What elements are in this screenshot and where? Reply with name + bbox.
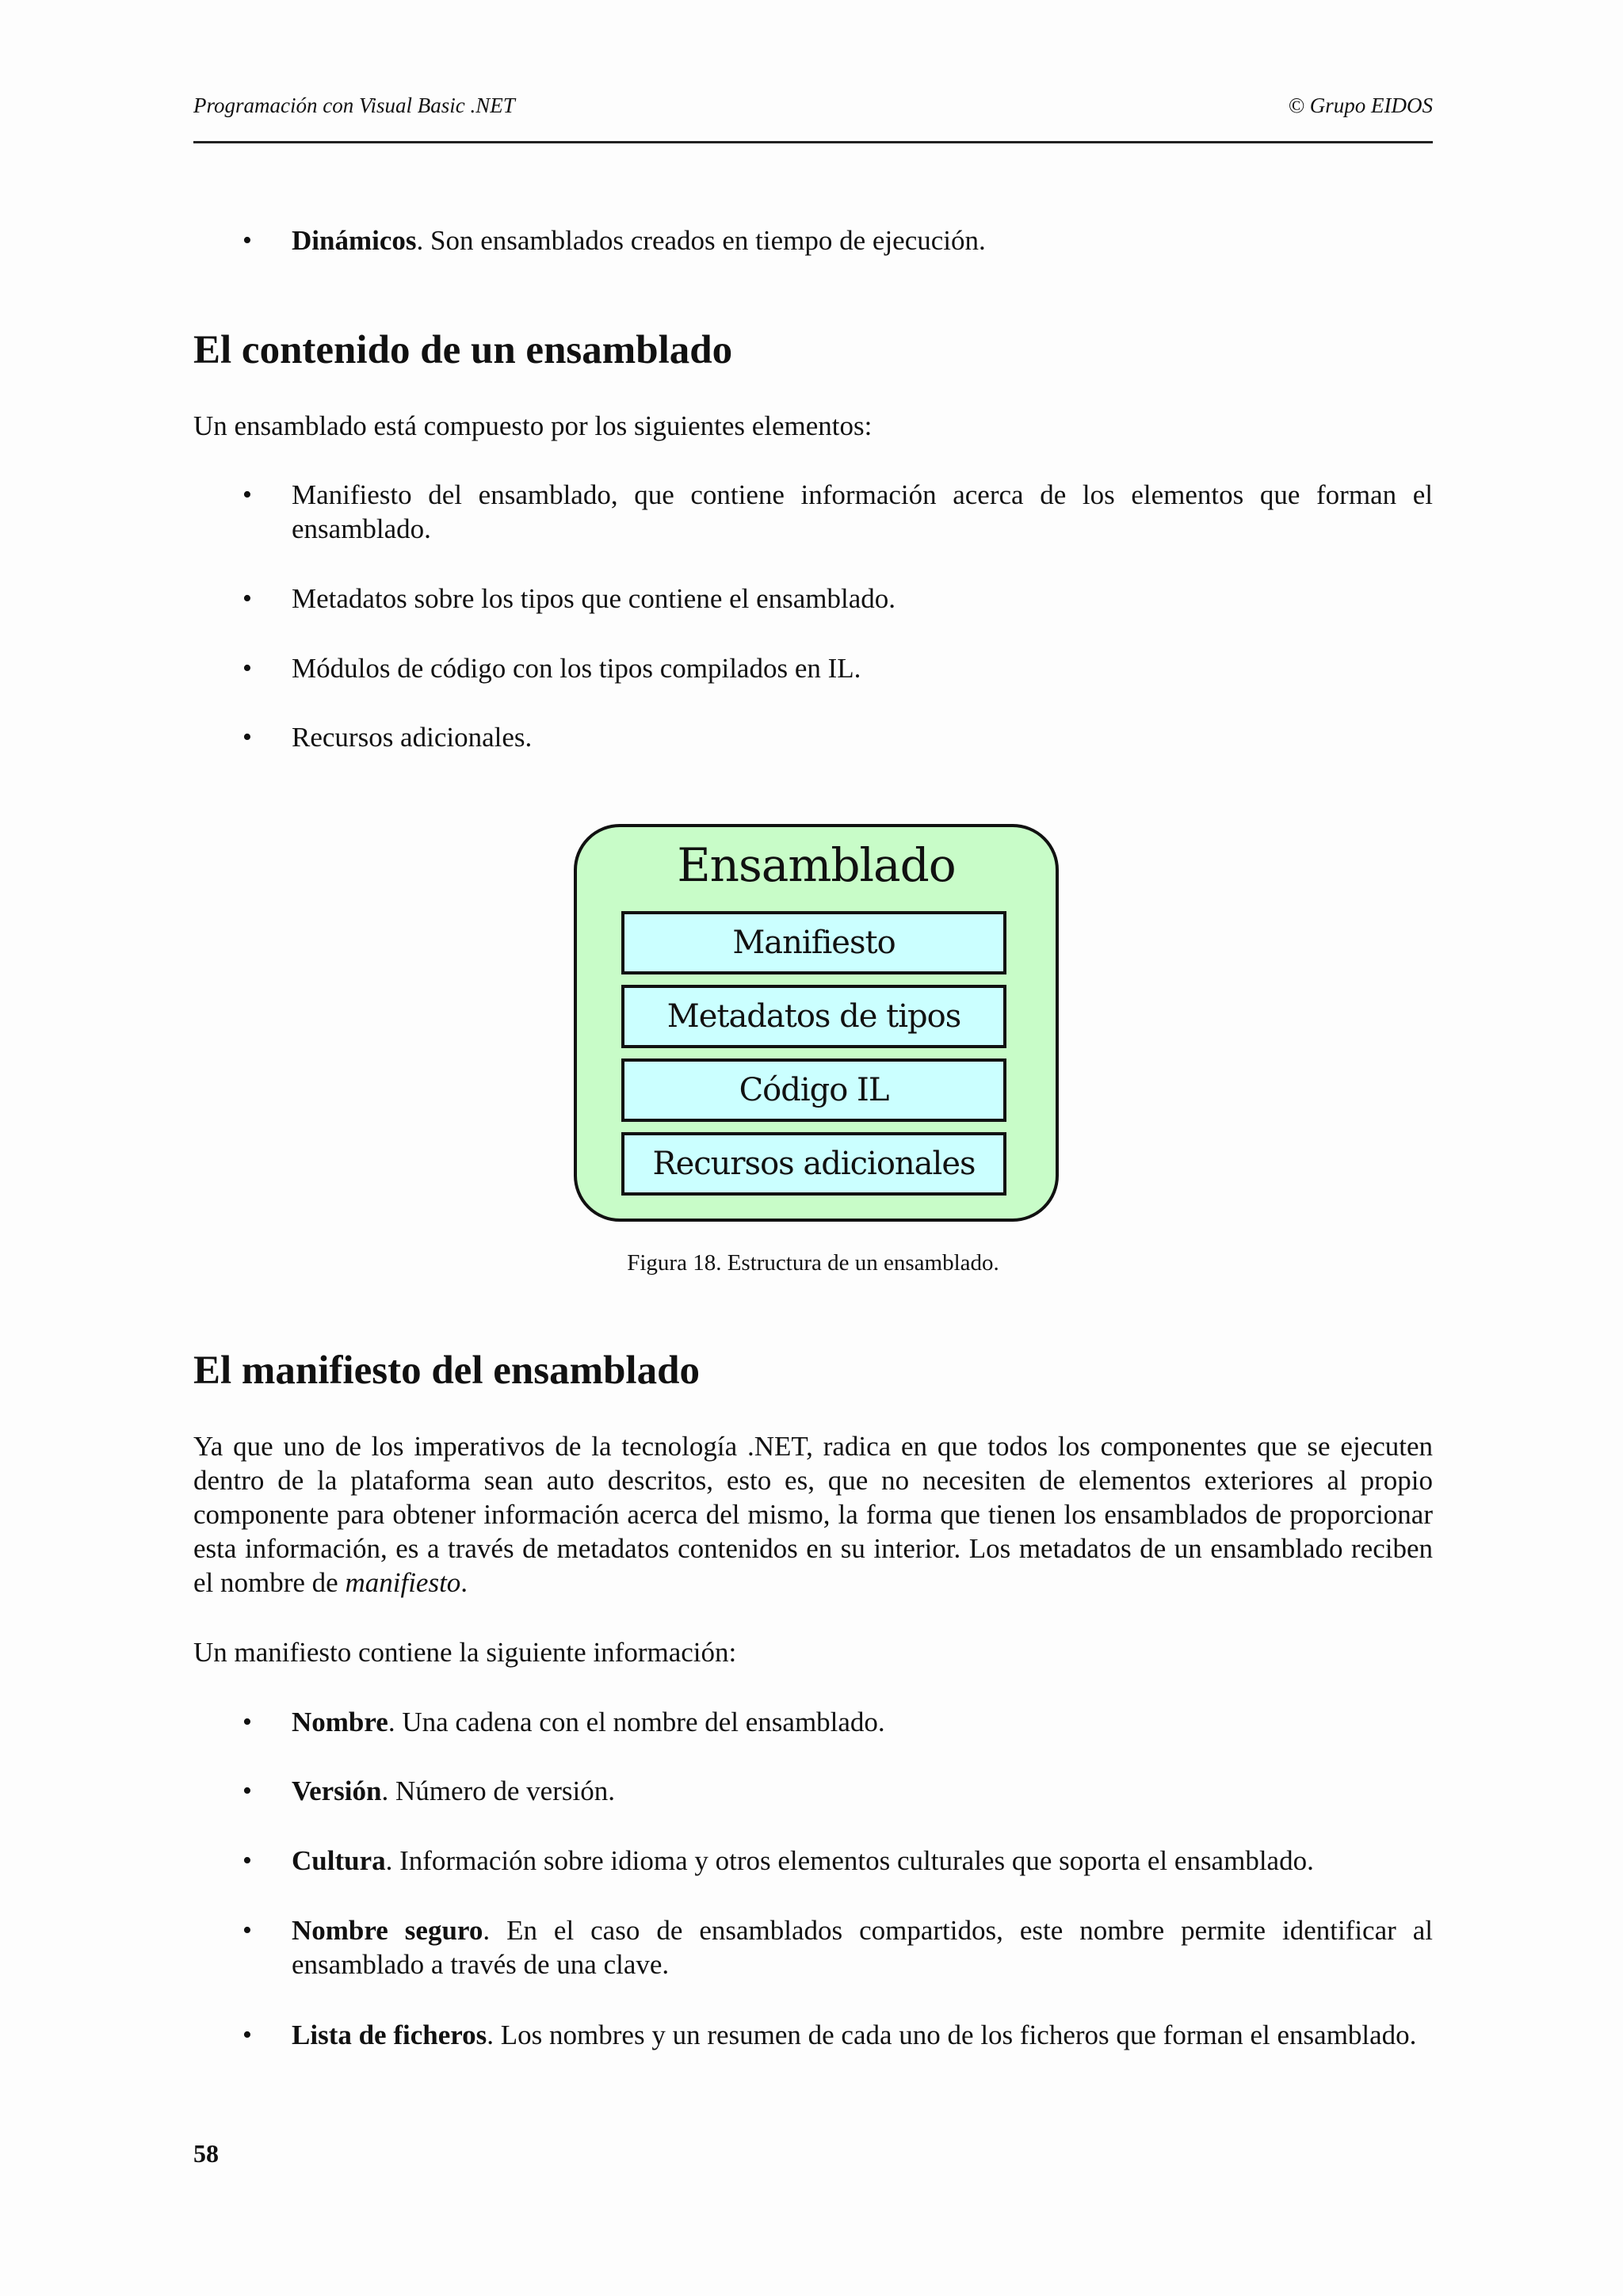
list-item: • Metadatos sobre los tipos que contiene el ensamblado. — [193, 582, 1433, 616]
term: Nombre — [292, 1707, 388, 1737]
section-heading-manifiesto: El manifiesto del ensamblado — [193, 1348, 700, 1393]
emphasis: manifiesto — [345, 1567, 461, 1598]
list-item: • Cultura. Información sobre idioma y otros elementos culturales que soporta el ensamblado. — [193, 1844, 1433, 1878]
header-publisher: © Grupo EIDOS — [1288, 93, 1433, 117]
term: Dinámicos — [292, 225, 417, 256]
section1-lead: Un ensamblado está compuesto por los siguientes elementos: — [193, 410, 873, 441]
section2-paragraph: Ya que uno de los imperativos de la tecnología .NET, radica en que todos los componentes que se ejecuten dentro de la plataforma sean auto descritos, esto es, que no necesiten de elementos exteriores al propio componente para obtener información acerca del mismo, la forma que tienen los ensamblados de proporcionar esta información, es a través de metadatos contenidos en su interior. Los metadatos de un ensamblado reciben el nombre de manifiesto. — [193, 1431, 1433, 1598]
section1-bullet-list — [193, 651, 1433, 685]
list-item: • Lista de ficheros. Los nombres y un resumen de cada uno de los ficheros que forman el ensamblado. — [193, 2018, 1433, 2052]
manifest-info-list — [193, 1774, 1433, 1808]
term: Nombre seguro — [292, 1915, 483, 1946]
list-item: • Dinámicos. Son ensamblados creados en tiempo de ejecución. — [193, 223, 1433, 257]
section1-bullet-list — [193, 478, 1433, 546]
figure-title: Ensamblado — [677, 838, 956, 892]
list-item: • Nombre seguro. En el caso de ensamblados compartidos, este nombre permite identificar al ensamblado a través de una clave. — [193, 1913, 1433, 1981]
term: Lista de ficheros — [292, 2019, 487, 2050]
term: Cultura — [292, 1845, 386, 1876]
manifest-info-list — [193, 1913, 1433, 1981]
list-item: • Módulos de código con los tipos compilados en IL. — [193, 651, 1433, 685]
figure-box-metadatos: Metadatos de tipos — [621, 985, 1006, 1048]
page-number: 58 — [193, 2139, 219, 2168]
figure-box-recursos: Recursos adicionales — [621, 1132, 1006, 1196]
figure-caption: Figura 18. Estructura de un ensamblado. — [627, 1250, 999, 1276]
section1-bullet-list — [193, 582, 1433, 616]
section1-bullet-list — [193, 720, 1433, 754]
section2-lead: Un manifiesto contiene la siguiente información: — [193, 1637, 737, 1668]
list-item: • Nombre. Una cadena con el nombre del ensamblado. — [193, 1705, 1433, 1739]
term: Versión — [292, 1775, 382, 1806]
section-heading-contenido: El contenido de un ensamblado — [193, 328, 733, 372]
figure-box-codigo-il: Código IL — [621, 1058, 1006, 1122]
running-header — [193, 93, 1433, 143]
list-item: • Recursos adicionales. — [193, 720, 1433, 754]
manifest-info-list — [193, 2018, 1433, 2052]
list-item: • Manifiesto del ensamblado, que contiene información acerca de los elementos que forman el ensamblado. — [193, 478, 1433, 546]
manifest-info-list — [193, 1844, 1433, 1878]
manifest-info-list — [193, 1705, 1433, 1739]
figure-box-manifiesto: Manifiesto — [621, 911, 1006, 974]
intro-bullet-list — [193, 223, 1433, 257]
list-item: • Versión. Número de versión. — [193, 1774, 1433, 1808]
assembly-structure-figure — [574, 824, 1057, 1220]
header-book-title: Programación con Visual Basic .NET — [193, 93, 515, 117]
